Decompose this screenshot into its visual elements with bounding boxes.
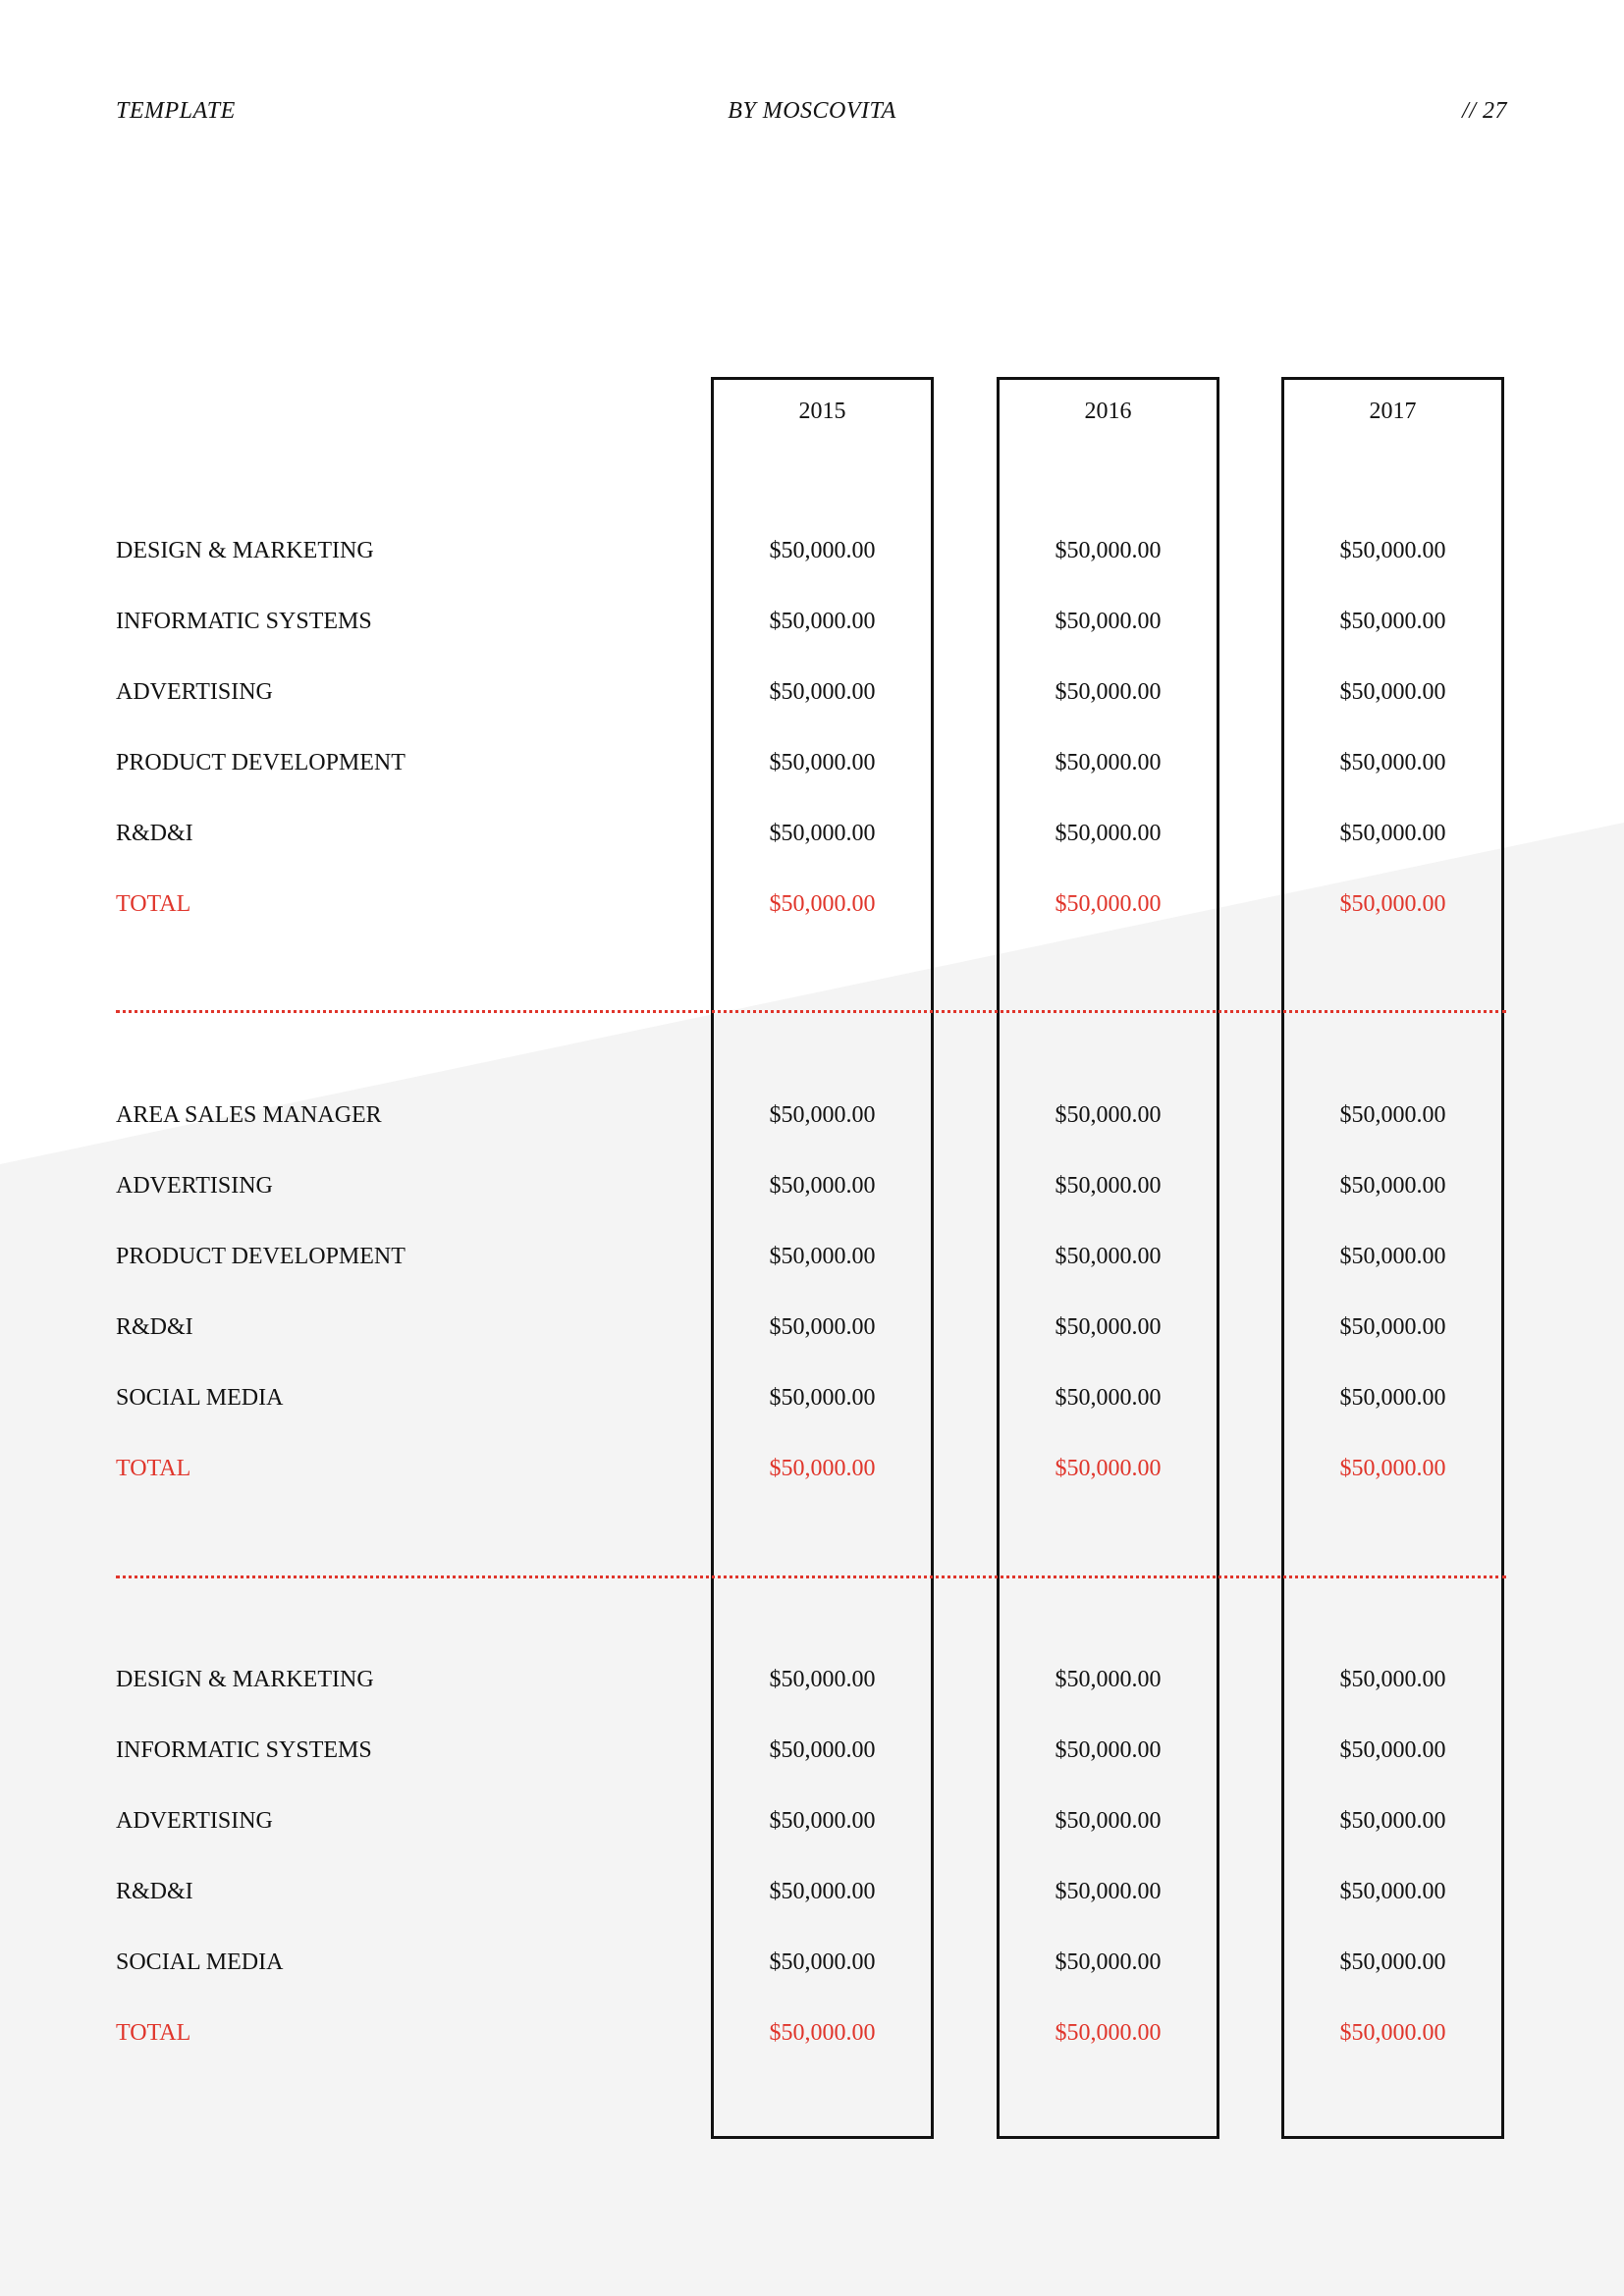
row-value: $50,000.00: [769, 1173, 876, 1199]
row-value: $50,000.00: [769, 1949, 876, 1975]
row-value: $50,000.00: [1055, 1314, 1162, 1340]
row-label: R&D&I: [116, 1879, 193, 1904]
row-label: PRODUCT DEVELOPMENT: [116, 750, 406, 775]
row-value: $50,000.00: [1339, 1244, 1446, 1269]
row-value: $50,000.00: [1339, 1173, 1446, 1199]
total-value: $50,000.00: [1339, 1456, 1446, 1481]
header-page-number: // 27: [1462, 98, 1507, 124]
row-value: $50,000.00: [1055, 1879, 1162, 1904]
row-value: $50,000.00: [769, 1737, 876, 1763]
row-label: ADVERTISING: [116, 1808, 273, 1834]
row-value: $50,000.00: [1055, 821, 1162, 846]
row-value: $50,000.00: [1055, 1173, 1162, 1199]
row-value: $50,000.00: [769, 538, 876, 563]
row-value: $50,000.00: [1339, 679, 1446, 705]
row-value: $50,000.00: [1055, 1808, 1162, 1834]
row-value: $50,000.00: [769, 821, 876, 846]
row-value: $50,000.00: [1339, 538, 1446, 563]
year-header: 2016: [1084, 399, 1132, 424]
row-value: $50,000.00: [1055, 609, 1162, 634]
row-label: INFORMATIC SYSTEMS: [116, 609, 372, 634]
row-label: DESIGN & MARKETING: [116, 1667, 374, 1692]
row-value: $50,000.00: [1055, 750, 1162, 775]
row-value: $50,000.00: [769, 1808, 876, 1834]
row-value: $50,000.00: [1339, 1808, 1446, 1834]
total-value: $50,000.00: [1055, 1456, 1162, 1481]
row-value: $50,000.00: [1339, 1102, 1446, 1128]
row-value: $50,000.00: [769, 609, 876, 634]
header-template-label: TEMPLATE: [116, 98, 236, 124]
row-value: $50,000.00: [769, 1385, 876, 1411]
row-value: $50,000.00: [1055, 1244, 1162, 1269]
total-value: $50,000.00: [1055, 2020, 1162, 2046]
row-value: $50,000.00: [1339, 609, 1446, 634]
row-label: SOCIAL MEDIA: [116, 1949, 284, 1975]
row-value: $50,000.00: [1055, 1385, 1162, 1411]
row-value: $50,000.00: [1055, 1667, 1162, 1692]
row-value: $50,000.00: [769, 1102, 876, 1128]
row-value: $50,000.00: [769, 1314, 876, 1340]
total-label: TOTAL: [116, 2020, 191, 2046]
total-value: $50,000.00: [769, 2020, 876, 2046]
row-label: AREA SALES MANAGER: [116, 1102, 382, 1128]
total-value: $50,000.00: [1055, 891, 1162, 917]
row-value: $50,000.00: [1339, 821, 1446, 846]
row-value: $50,000.00: [1339, 750, 1446, 775]
year-header: 2017: [1369, 399, 1417, 424]
row-label: PRODUCT DEVELOPMENT: [116, 1244, 406, 1269]
total-label: TOTAL: [116, 1456, 191, 1481]
row-label: ADVERTISING: [116, 679, 273, 705]
row-label: SOCIAL MEDIA: [116, 1385, 284, 1411]
total-value: $50,000.00: [1339, 2020, 1446, 2046]
row-value: $50,000.00: [1339, 1737, 1446, 1763]
year-header: 2015: [798, 399, 846, 424]
row-label: ADVERTISING: [116, 1173, 273, 1199]
total-value: $50,000.00: [1339, 891, 1446, 917]
row-value: $50,000.00: [1055, 538, 1162, 563]
row-value: $50,000.00: [1055, 1102, 1162, 1128]
row-value: $50,000.00: [769, 1244, 876, 1269]
row-value: $50,000.00: [1055, 1737, 1162, 1763]
total-value: $50,000.00: [769, 891, 876, 917]
row-value: $50,000.00: [769, 1879, 876, 1904]
row-value: $50,000.00: [769, 1667, 876, 1692]
header-author: BY MOSCOVITA: [728, 98, 896, 124]
row-label: R&D&I: [116, 821, 193, 846]
row-value: $50,000.00: [1339, 1385, 1446, 1411]
total-value: $50,000.00: [769, 1456, 876, 1481]
section-divider: [116, 1575, 1506, 1578]
total-label: TOTAL: [116, 891, 191, 917]
row-value: $50,000.00: [1339, 1949, 1446, 1975]
row-value: $50,000.00: [1339, 1667, 1446, 1692]
row-value: $50,000.00: [1339, 1314, 1446, 1340]
row-value: $50,000.00: [769, 750, 876, 775]
row-label: DESIGN & MARKETING: [116, 538, 374, 563]
row-value: $50,000.00: [1055, 679, 1162, 705]
section-divider: [116, 1010, 1506, 1013]
row-label: INFORMATIC SYSTEMS: [116, 1737, 372, 1763]
row-value: $50,000.00: [1339, 1879, 1446, 1904]
row-value: $50,000.00: [1055, 1949, 1162, 1975]
row-value: $50,000.00: [769, 679, 876, 705]
row-label: R&D&I: [116, 1314, 193, 1340]
